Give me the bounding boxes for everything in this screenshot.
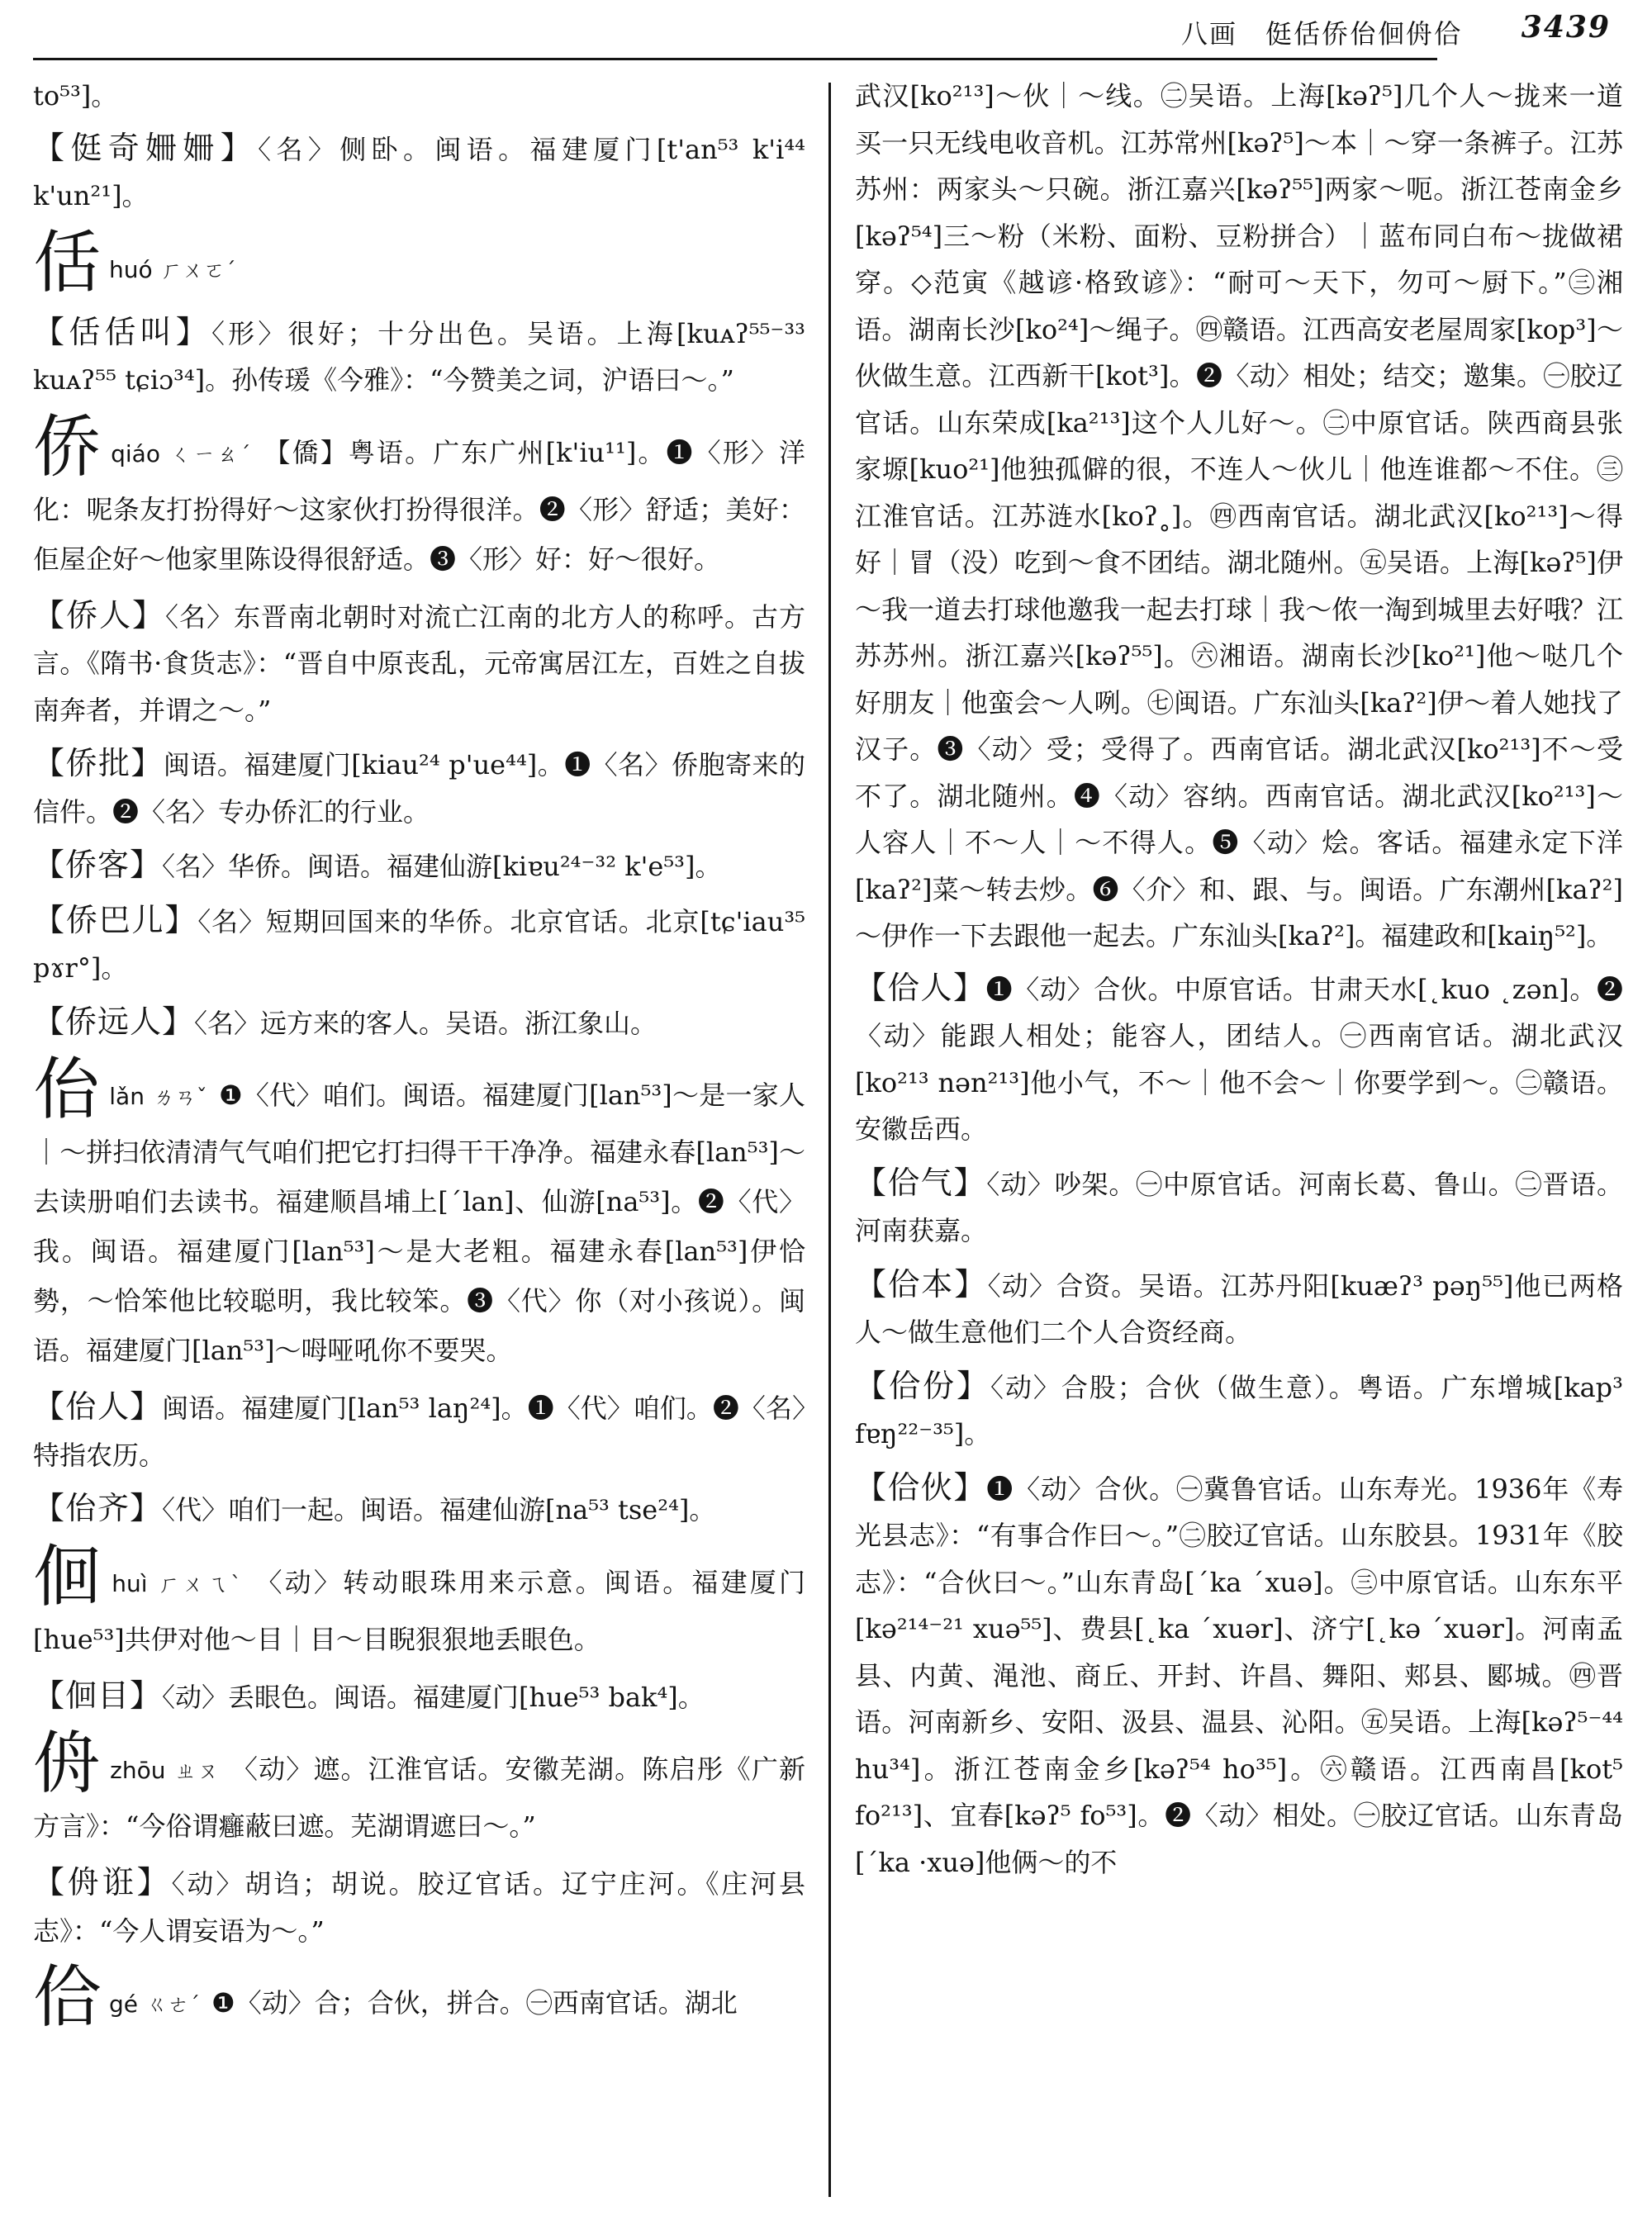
compound-entry [855,1464,1623,1886]
compound-headword: 【侨批】 [33,745,164,781]
compound-headword: 【佮本】 [855,1265,988,1302]
compound-entry [33,1485,805,1534]
compound-entry [33,125,805,220]
headword-character: 侨 [33,407,103,486]
compound-headword: 【侨客】 [33,847,163,883]
definition-text: 〈动〉合资。吴语。江苏丹阳[kuæʔ³ pəŋ⁵⁵]他已两格人～做生意他们二个人合资经商。 [855,1269,1623,1348]
column-divider [828,83,831,2197]
definition-text: 〈形〉很好；十分出色。吴语。上海[kuᴀʔ⁵⁵⁻³³ kuᴀʔ⁵⁵ tɕiɔ³⁴]。孙传瑗《今雅》：“今赞美之词，沪语曰～。” [33,317,805,396]
headword-character: 佮 [33,1958,102,2037]
definition-text: 〈动〉转动眼珠用来示意。闽语。福建厦门[hue⁵³]共伊对他～目｜目～目睨狠狠地丢眼色。 [33,1566,805,1655]
definition-text: 〈名〉远方来的客人。吴语。浙江象山。 [194,1007,657,1039]
zhuyin: ㄑㄧㄠˊ [168,442,253,467]
compound-headword: 【侨人】 [33,596,165,633]
compound-entry [33,842,805,890]
headword-character: 佸 [33,223,102,302]
compound-entry [33,309,805,404]
character-entry [33,1727,805,1851]
definition-text: 〈名〉侧卧。闽语。福建厦门[t'an⁵³ k'i⁴⁴ k'un²¹]。 [33,133,805,211]
definition-text: 闽语。福建厦门[kiau²⁴ p'ue⁴⁴]。❶〈名〉侨胞寄来的信件。❷〈名〉专办侨汇的行业。 [33,749,805,828]
character-entry [33,223,805,302]
pinyin: huì [112,1569,148,1597]
zhuyin: ㄓㄡ [173,1759,220,1784]
compound-entry [33,1672,805,1721]
definition-text: 〈动〉丢眼色。闽语。福建厦门[hue⁵³ bak⁴]。 [162,1681,705,1713]
definition-text: 〈动〉合股；合伙（做生意）。粤语。广东增城[kap³ fɐŋ²²⁻³⁵]。 [855,1371,1623,1450]
compound-headword: 【佮气】 [855,1164,987,1201]
compound-headword: 【佸佸叫】 [33,313,211,350]
definition-text: 〈动〉吵架。㊀中原官话。河南长葛、鲁山。㊁晋语。河南获嘉。 [855,1168,1623,1246]
compound-entry [855,1261,1623,1356]
definition-text: ❶〈动〉合伙。中原官话。甘肃天水[˛kuo ˛zən]。❷〈动〉能跟人相处；能容人，团结人。㊀西南官话。湖北武汉[ko²¹³ nən²¹³]他小气，不～｜他不会～｜你要学到～。㊁赣语。安徽岳西。 [855,973,1623,1145]
definition-text: 〈动〉胡诌；胡说。胶辽官话。辽宁庄河。《庄河县志》：“今人谓妄语为～。” [33,1868,805,1947]
compound-entry [855,1160,1623,1255]
pinyin: lǎn [109,1083,145,1110]
character-entry [33,1537,805,1664]
compound-headword: 【侜诳】 [33,1864,172,1900]
definition-text: ❶〈动〉合伙。㊀冀鲁官话。山东寿光。1936年《寿光县志》：“有事合作曰～。”㊁胶辽官话。山东胶县。1931年《胶志》：“合伙曰～。”山东青岛[ˊka ˊxuə]。㊂中原官话。山东东平[kə²¹⁴⁻²¹ xuə⁵⁵]、费县[˛ka ˊxuər]、济宁[˛kə ˊxuər]。河南孟县、内黄、渑池、商丘、开封、许昌、舞阳、郏县、郾城。㊃晋语。河南新乡、安阳、汲县、温县、沁阳。㊄吴语。上海[kəʔ⁵⁻⁴⁴ hu³⁴]。浙江苍南金乡[kəʔ⁵⁴ ho³⁵]。㊅赣语。江西南昌[kot⁵ fo²¹³]、宜春[kəʔ⁵ fo⁵³]。❷〈动〉相处。㊀胶辽官话。山东青岛[ˊka ·xuə]他俩～的不 [855,1473,1623,1878]
zhuyin: ㄏㄨㄛˊ [160,258,236,283]
definition-text: 〈名〉短期回国来的华侨。北京官话。北京[tɕ'iau³⁵ pɤr°]。 [33,905,805,984]
definition-text: ❶〈动〉合；合伙，拼合。㊀西南官话。湖北 [211,1987,738,2019]
pinyin: huó [109,255,153,283]
headword-character: 佁 [33,1051,102,1129]
compound-headword: 【佮人】 [855,969,986,1006]
header-rule [33,58,1437,60]
definition-text: 〈名〉东晋南北朝时对流亡江南的北方人的称呼。古方言。《隋书·食货志》：“晋自中原丧乱，元帝寓居江左，百姓之自拔南奔者，并谓之～。” [33,600,805,726]
headword-character: 佪 [33,1537,104,1616]
page-number: 3439 [1521,10,1611,45]
definition-text: ❶〈代〉咱们。闽语。福建厦门[lan⁵³]～是一家人｜～拼扫依清清气气咱们把它打扫得干干净净。福建永春[lan⁵³]～去读册咱们去读书。福建顺昌埔上[ˊlan]、仙游[na⁵³]。❷〈代〉我。闽语。福建厦门[lan⁵³]～是大老粗。福建永春[lan⁵³]伊恰勢，～恰笨他比较聪明，我比较笨。❸〈代〉你（对小孩说）。闽语。福建厦门[lan⁵³]～呣哑吼你不要哭。 [33,1079,805,1366]
compound-entry [33,592,805,734]
compound-headword: 【佁齐】 [33,1490,163,1526]
right-column [855,73,1623,2220]
compound-headword: 【侨巴儿】 [33,901,198,938]
left-column [33,73,805,2220]
character-entry [33,407,805,584]
compound-headword: 【侹奇姍姍】 [33,129,259,166]
zhuyin: ㄍㄜˊ [146,1993,201,2018]
compound-headword: 【佁人】 [33,1388,163,1425]
zhuyin: ㄏㄨㄟˋ [155,1572,244,1597]
pinyin: qiáo [111,439,160,467]
running-head: 八画 侹佸侨佁佪侜佮 [1180,18,1462,50]
compound-entry [33,897,805,992]
compound-headword: 【佮伙】 [855,1468,987,1506]
continuation-text: 武汉[ko²¹³]～伙｜～线。㊁吴语。上海[kəʔ⁵]几个人～拢来一道买一只无线电收音机。江苏常州[kəʔ⁵]～本｜～穿一条裤子。江苏苏州：两家头～只碗。浙江嘉兴[kəʔ⁵⁵]两家～呃。浙江苍南金乡[kəʔ⁵⁴]三～粉（米粉、面粉、豆粉拼合）｜蓝布同白布～拢做裙穿。◇范寅《越谚·格致谚》：“耐可～天下，勿可～厨下。”㊂湘语。湖南长沙[ko²⁴]～绳子。㊃赣语。江西高安老屋周家[kop³]～伙做生意。江西新干[kot³]。❷〈动〉相处；结交；邀集。㊀胶辽官话。山东荣成[ka²¹³]这个人儿好～。㊁中原官话。陕西商县张家塬[kuo²¹]他独孤僻的很，不连人～伙儿｜他连谁都～不住。㊂江淮官话。江苏涟水[koʔ˳]。㊃西南官话。湖北武汉[ko²¹³]～得好｜冒（没）吃到～食不团结。湖北随州。㊄吴语。上海[kəʔ⁵]伊～我一道去打球他邀我一起去打球｜我～侬一淘到城里去好哦？江苏苏州。浙江嘉兴[kəʔ⁵⁵]。㊅湘语。湖南长沙[ko²¹]他～哒几个好朋友｜他蛮会～人咧。㊆闽语。广东汕头[kaʔ²]伊～着人她找了汉子。❸〈动〉受；受得了。西南官话。湖北武汉[ko²¹³]不～受不了。湖北随州。❹〈动〉容纳。西南官话。湖北武汉[ko²¹³]～人容人｜不～人｜～不得人。❺〈动〉烩。客话。福建永定下洋[kaʔ²]菜～转去炒。❻〈介〉和、跟、与。闽语。广东潮州[kaʔ²]～伊作一下去跟他一起去。广东汕头[kaʔ²]。福建政和[kaiŋ⁵²]。 [855,80,1623,951]
character-entry [33,1053,805,1375]
definition-text: 〈名〉华侨。闽语。福建仙游[kiɐu²⁴⁻³² k'e⁵³]。 [162,851,722,882]
compound-entry [33,999,805,1047]
compound-entry [33,1383,805,1478]
definition-text: 〈动〉遮。江淮官话。安徽芜湖。陈启彤《广新方言》：“今俗谓癰蔽曰遮。芜湖谓遮曰～。” [33,1753,805,1842]
compound-entry [855,965,1623,1153]
zhuyin: ㄌㄢˇ [152,1085,207,1110]
compound-headword: 【佪目】 [33,1677,163,1714]
character-entry [33,1958,805,2037]
pinyin: zhōu [110,1757,166,1784]
definition-text: 闽语。福建厦门[lan⁵³ laŋ²⁴]。❶〈代〉咱们。❷〈名〉特指农历。 [33,1393,805,1471]
compound-entry [855,1363,1623,1458]
compound-entry [33,740,805,835]
definition-text: 【僑】粤语。广东广州[k'iu¹¹]。❶〈形〉洋化：呢条友打扮得好～这家伙打扮得很洋。❷〈形〉舒适；美好：佢屋企好～他家里陈设得很舒适。❸〈形〉好：好～很好。 [33,436,805,575]
compound-headword: 【佮份】 [855,1367,990,1404]
definition-text: 〈代〉咱们一起。闽语。福建仙游[na⁵³ tse²⁴]。 [162,1494,716,1525]
compound-entry [33,1859,805,1954]
compound-headword: 【侨远人】 [33,1003,195,1040]
pinyin: gé [109,1990,139,2018]
page-header [0,0,1652,58]
headword-character: 侜 [33,1725,102,1803]
continuation-text: to⁵³]。 [33,80,118,112]
